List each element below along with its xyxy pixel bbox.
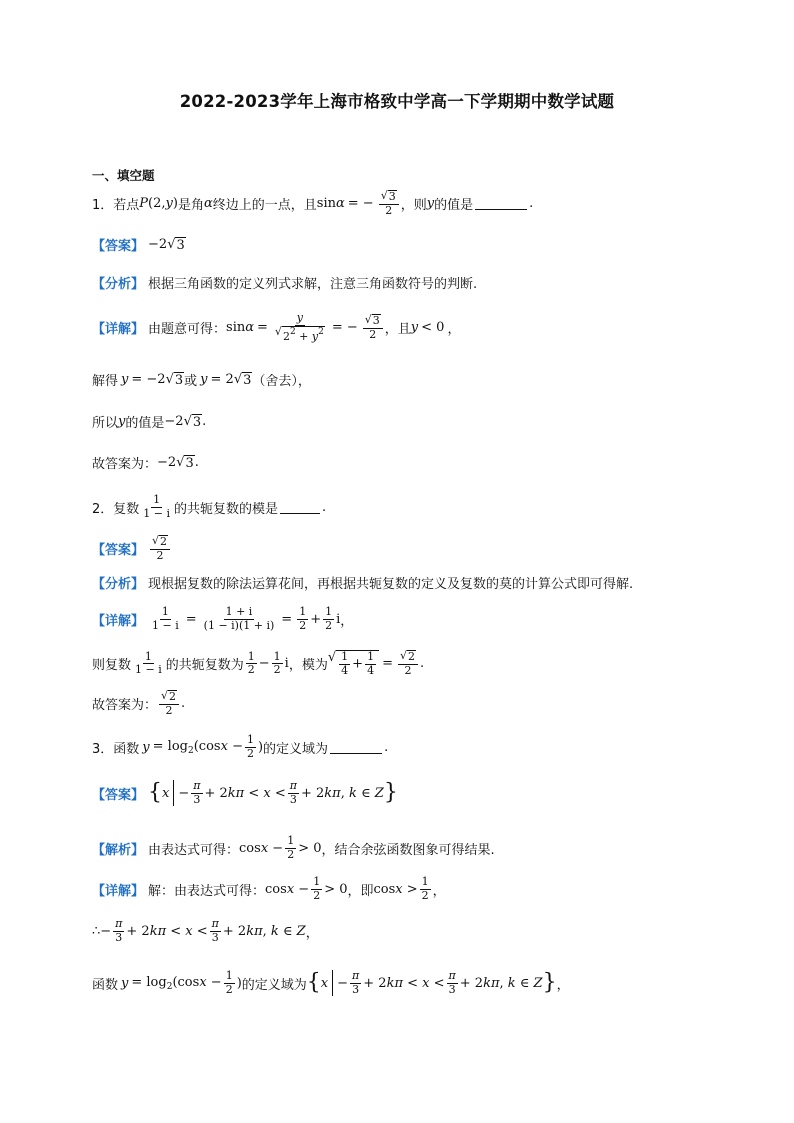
analysis-1: 【分析】 根据三角函数的定义列式求解，注意三角函数符号的判断. [92,277,478,292]
detail-1: 【详解】 由题意可得： sin α = y √ $2^2 + y^2$ = − √ 3 2 ，且 y < 0 ， [92,311,461,343]
question-1: 1． 若点 P (2, y ) 是角 α 终边上的一点，且 sin α = − √ 3 2 ，则 y 的值是 . [92,189,534,217]
solve-1: 解得 y = −2 √ 3 或 y = 2 √ 3 （舍去）， [92,371,311,389]
detail-2: 【详解】 $\frac{1}{1 - i}$ = $\frac{1 + i}{(1 - i)(1 + i)}$ = $\frac{1}{2}$ + $\frac{1}{2}$ i ， [92,605,354,632]
answer-3: 【答案】 { x − $\frac{\pi}{3}$ + 2kπ < x < $\frac{\pi}{3}$ + 2kπ, k ∈ Z } [92,779,398,806]
page-title: 2022-2023学年上海市格致中学高一下学期期中数学试题 [179,92,615,111]
section-heading: 一、填空题 [92,168,155,183]
inequality-3: ∴− $\frac{\pi}{3}$ + 2kπ < x < $\frac{\pi}{3}$ + 2kπ, k ∈ Z ， [92,917,319,944]
analysis-2: 【分析】 现根据复数的除法运算花间，再根据共轭复数的定义及复数的莫的计算公式即可得解. [92,577,634,592]
question-2: 2． 复数 $\frac{1}{1 - i}$ 的共轭复数的模是 . [92,493,327,520]
analysis-3: 【解析】 由表达式可得： cosx − $\frac{1}{2}$ > 0 ，结合余弦函数图象可得结果. [92,834,495,861]
result-1: 所以 y 的值是 −2 √ 3 . [92,413,207,431]
final-2: 故答案为： √ 2 2 . [92,689,186,717]
answer-1: 【答案】 −2 √ 3 [92,236,185,254]
detail-3: 【详解】 解：由表达式可得： cosx − $\frac{1}{2}$ > 0 ，即 cosx > $\frac{1}{2}$ ， [92,875,446,902]
final-1: 故答案为： −2 √ 3 . [92,454,199,472]
question-3: 3． 函数 y = $\log_2(\cos x$ − $\frac{1}{2}$ ) 的定义域为 . [92,733,389,760]
answer-2: 【答案】 √ 2 2 [92,535,172,562]
domain-3: 函数 y = $\log_2(\cos x$ − $\frac{1}{2}$ ) 的定义域为 { x − $\frac{\pi}{3}$ + 2kπ < x < $\frac{\pi}{3}$ + 2kπ, k ∈ Z } ， [92,969,570,996]
conjugate-2: 则复数 $\frac{1}{1 - i}$ 的共轭复数为 $\frac{1}{2}$ − $\frac{1}{2}$ i ，模为 √ $\frac{1}{4}$ + $\frac{1}{4}$ = √ 2 2 . [92,649,425,677]
